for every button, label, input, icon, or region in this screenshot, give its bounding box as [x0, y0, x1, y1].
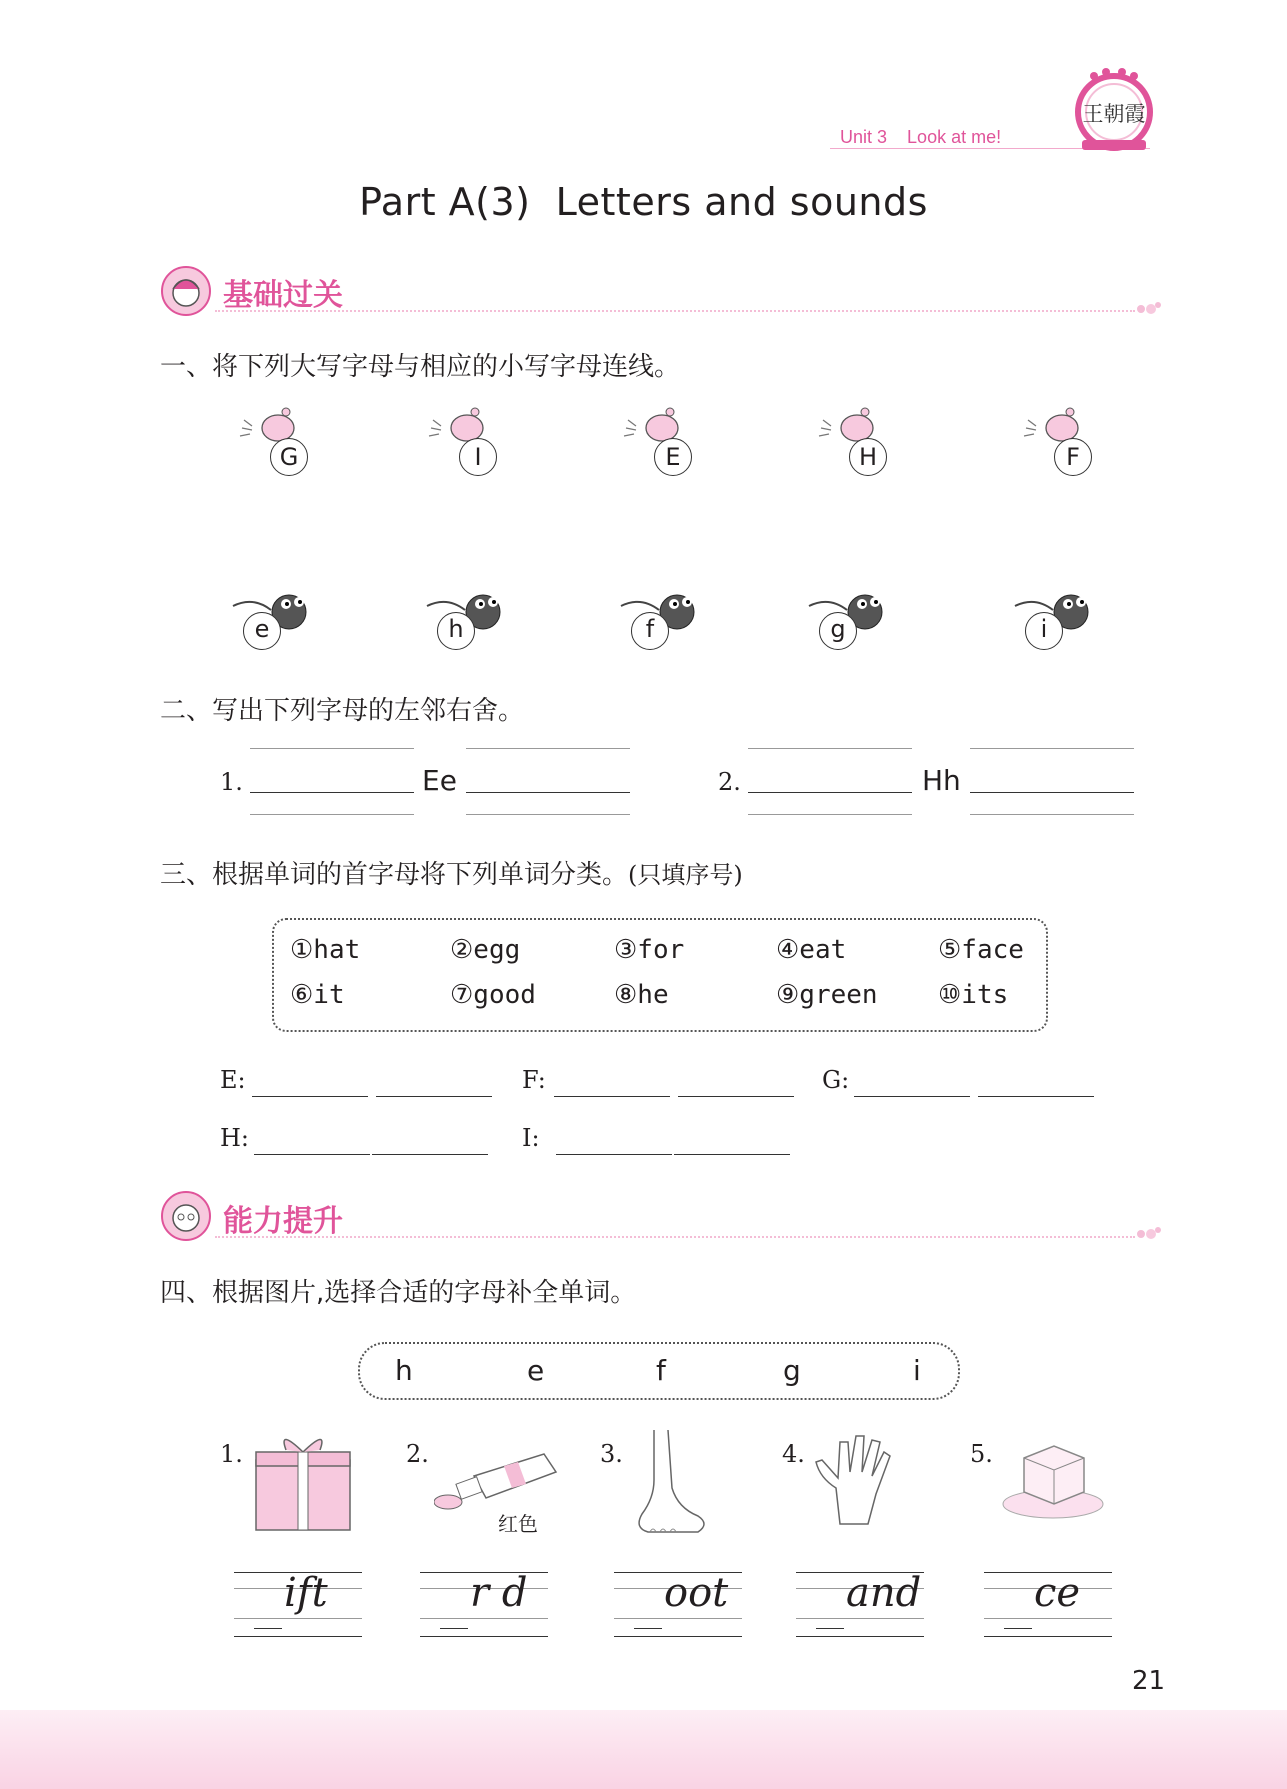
- lesson-label: Look at me!: [907, 127, 1002, 147]
- word-option: ⑩its: [938, 980, 1009, 1010]
- unit-header: [840, 127, 1001, 148]
- writing-guide-line: [614, 1618, 742, 1619]
- image-caption: 红色: [498, 1512, 538, 1536]
- question-3-text: 三、根据单词的首字母将下列单词分类。: [160, 860, 629, 890]
- question-3-note: (只填序号): [628, 861, 743, 889]
- boy-avatar-icon: [160, 1190, 212, 1246]
- answer-blank[interactable]: [252, 1096, 368, 1097]
- section-ability-title: 能力提升: [223, 1204, 343, 1239]
- category-label: H:: [220, 1124, 250, 1152]
- category-label: I:: [522, 1124, 540, 1152]
- answer-blank[interactable]: [376, 1096, 492, 1097]
- category-label: F:: [522, 1066, 546, 1094]
- section-basic-rule: [215, 310, 1135, 312]
- letter-option: h: [395, 1354, 413, 1387]
- uppercase-letter[interactable]: I: [459, 438, 497, 476]
- word-option: ⑤face: [938, 935, 1024, 965]
- writing-guide-line: [984, 1618, 1112, 1619]
- brand-name: 王朝霞: [1082, 102, 1146, 126]
- answer-blank[interactable]: [816, 1628, 844, 1629]
- category-label: G:: [822, 1066, 850, 1094]
- writing-guide-line: [234, 1636, 362, 1637]
- letter-option: i: [913, 1354, 921, 1387]
- word-fragment: and: [846, 1570, 922, 1616]
- section-ability-rule: [215, 1236, 1135, 1238]
- lowercase-letter[interactable]: g: [819, 612, 857, 650]
- q4-item-number: 4.: [782, 1440, 805, 1468]
- question-4-prompt: 四、根据图片,选择合适的字母补全单词。: [160, 1278, 637, 1308]
- lowercase-letter[interactable]: f: [631, 612, 669, 650]
- uppercase-letter[interactable]: H: [849, 438, 887, 476]
- answer-blank[interactable]: [854, 1096, 970, 1097]
- answer-blank[interactable]: [466, 792, 630, 793]
- unit-label: Unit 3: [840, 127, 888, 147]
- word-option: ④eat: [776, 935, 847, 965]
- q4-item-number: 2.: [406, 1440, 429, 1468]
- page-number: 21: [1132, 1666, 1166, 1696]
- uppercase-letter[interactable]: G: [270, 438, 308, 476]
- footer-band: [0, 1710, 1287, 1789]
- writing-guide-line: [420, 1636, 548, 1637]
- answer-blank[interactable]: [1004, 1628, 1032, 1629]
- answer-blank[interactable]: [254, 1628, 282, 1629]
- dots-ornament-icon: [1136, 301, 1162, 321]
- writing-guide-line: [614, 1636, 742, 1637]
- writing-guide-line: [984, 1636, 1112, 1637]
- question-2-prompt: 二、写出下列字母的左邻右舍。: [160, 696, 525, 726]
- answer-blank[interactable]: [678, 1096, 794, 1097]
- category-label: E:: [220, 1066, 246, 1094]
- answer-blank[interactable]: [554, 1096, 670, 1097]
- writing-guide-line: [420, 1618, 548, 1619]
- girl-avatar-icon: [160, 265, 212, 321]
- lowercase-letter[interactable]: h: [437, 612, 475, 650]
- writing-guide-line: [796, 1636, 924, 1637]
- question-1-prompt: 一、将下列大写字母与相应的小写字母连线。: [160, 352, 681, 382]
- dots-ornament-icon: [1136, 1226, 1162, 1246]
- hand-icon: [810, 1428, 900, 1532]
- word-fragment: oot: [664, 1570, 729, 1616]
- answer-blank[interactable]: [674, 1154, 790, 1155]
- word-option: ⑧he: [614, 980, 669, 1010]
- word-option: ⑥it: [290, 980, 345, 1010]
- word-option: ③for: [614, 935, 685, 965]
- question-3-prompt: [160, 854, 743, 891]
- answer-blank[interactable]: [372, 1154, 488, 1155]
- answer-blank[interactable]: [556, 1154, 672, 1155]
- answer-blank[interactable]: [254, 1154, 370, 1155]
- word-fragment: ift: [284, 1570, 328, 1616]
- q2-item-number: 1.: [220, 768, 243, 796]
- letter-option: f: [656, 1354, 666, 1387]
- gift-box-icon: [248, 1428, 358, 1537]
- word-option: ②egg: [450, 935, 521, 965]
- word-fragment: r d: [470, 1570, 528, 1616]
- answer-blank[interactable]: [978, 1096, 1094, 1097]
- writing-guide-line: [234, 1618, 362, 1619]
- q4-item-number: 3.: [600, 1440, 623, 1468]
- word-fragment: ce: [1034, 1570, 1081, 1616]
- q2-letter: Hh: [922, 764, 961, 797]
- q2-item-number: 2.: [718, 768, 741, 796]
- answer-blank[interactable]: [748, 792, 912, 793]
- word-option: ①hat: [290, 935, 361, 965]
- ice-cube-icon: [998, 1428, 1108, 1527]
- uppercase-letter[interactable]: E: [654, 438, 692, 476]
- letter-option: e: [527, 1354, 545, 1387]
- letter-option: g: [783, 1354, 801, 1387]
- lowercase-letter[interactable]: e: [243, 612, 281, 650]
- answer-blank[interactable]: [970, 792, 1134, 793]
- lowercase-letter[interactable]: i: [1025, 612, 1063, 650]
- section-basic-title: 基础过关: [223, 278, 343, 313]
- q4-item-number: 5.: [970, 1440, 993, 1468]
- foot-icon: [628, 1428, 718, 1542]
- writing-guide-line: [796, 1618, 924, 1619]
- uppercase-letter[interactable]: F: [1054, 438, 1092, 476]
- answer-blank[interactable]: [440, 1628, 468, 1629]
- answer-blank[interactable]: [250, 792, 414, 793]
- answer-blank[interactable]: [634, 1628, 662, 1629]
- q2-letter: Ee: [422, 764, 457, 797]
- word-option: ⑦good: [450, 980, 536, 1010]
- word-option: ⑨green: [776, 980, 878, 1010]
- page-title: Part A(3) Letters and sounds: [359, 180, 928, 224]
- q4-item-number: 1.: [220, 1440, 243, 1468]
